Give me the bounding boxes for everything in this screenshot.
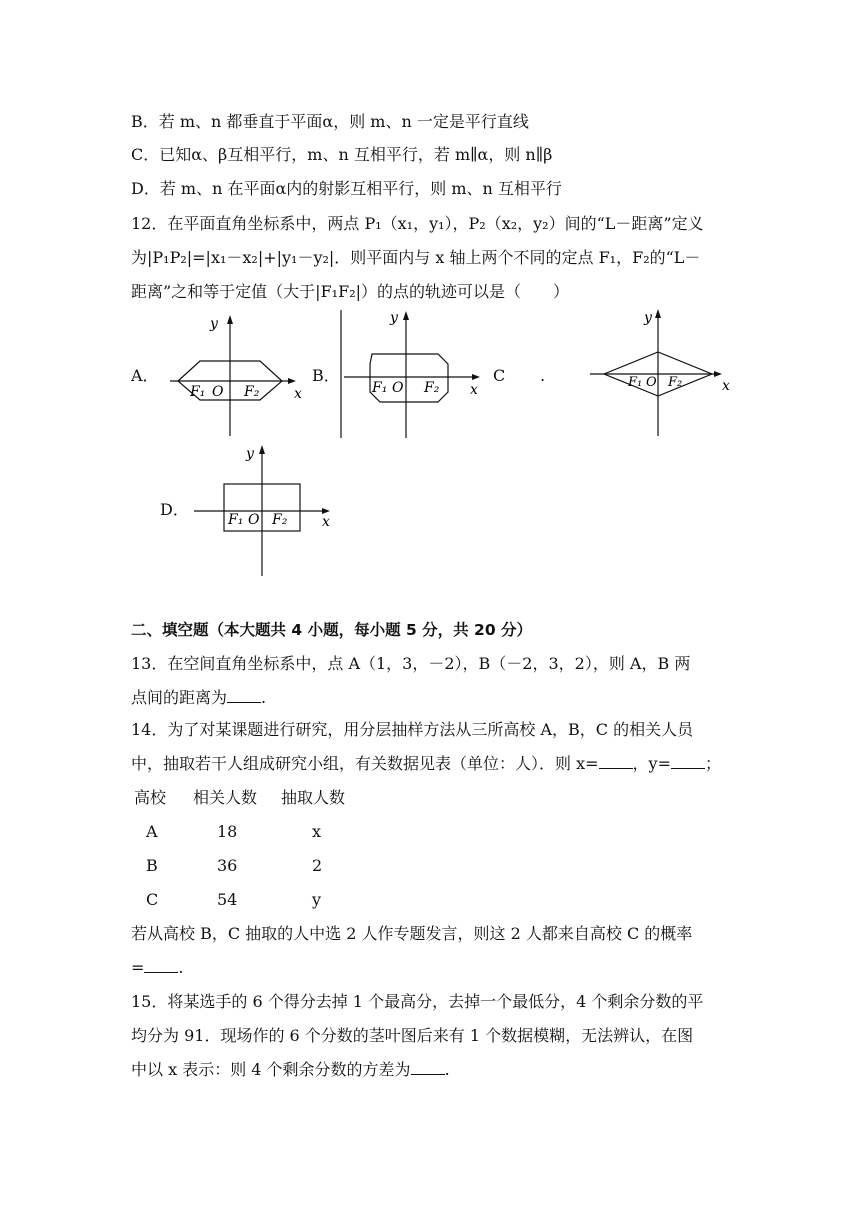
question-14-line-2: [131, 752, 721, 776]
svg-text:F₁: F₁: [372, 380, 388, 396]
answer-blank: [227, 688, 261, 703]
figure-c: [582, 306, 732, 440]
table-row: A 18 x: [146, 822, 322, 841]
question-13-text: 点间的距离为: [131, 688, 228, 707]
question-14-line-1: 14．为了对某课题进行研究，用分层抽样方法从三所高校 A，B，C 的相关人员: [131, 720, 694, 739]
period: .: [178, 958, 184, 977]
svg-text:x: x: [722, 378, 730, 394]
figure-a: [160, 312, 310, 440]
question-14-text-b: ，y=: [632, 754, 671, 773]
option-c-dot: .: [540, 366, 546, 385]
svg-text:y: y: [644, 310, 652, 326]
table-row: B 36 2: [146, 856, 323, 875]
option-c-label: C: [493, 366, 506, 385]
equals-sign: =: [131, 958, 145, 977]
svg-text:y: y: [390, 310, 398, 326]
question-14-line-4: [131, 956, 184, 980]
svg-text:F₁: F₁: [628, 375, 643, 390]
line-option-d: D．若 m、n 在平面α内的射影互相平行，则 m、n 互相平行: [131, 179, 562, 198]
svg-text:F₂: F₂: [424, 380, 440, 396]
svg-text:x: x: [470, 382, 478, 398]
svg-text:O: O: [212, 384, 224, 400]
question-15-line-3: [131, 1058, 450, 1082]
line-option-c: C．已知α、β互相平行，m、n 互相平行，若 m∥α，则 n∥β: [131, 145, 553, 164]
question-13-line-1: 13．在空间直角坐标系中，点 A（1，3，－2），B（－2，3，2），则 A，B 两: [131, 654, 691, 673]
svg-text:F₁: F₁: [228, 512, 244, 528]
svg-text:x: x: [294, 386, 302, 402]
question-15-text: 中以 x 表示：则 4 个剩余分数的方差为: [131, 1060, 411, 1079]
question-14-text-c: ；: [704, 754, 721, 773]
svg-text:F₂: F₂: [668, 375, 683, 390]
svg-text:O: O: [248, 512, 260, 528]
question-12-line-3: 距离”之和等于定值（大于|F₁F₂|）的点的轨迹可以是（ ）: [131, 282, 569, 301]
answer-blank-y: [671, 754, 705, 769]
question-12-line-1: 12．在平面直角坐标系中，两点 P₁（x₁，y₁），P₂（x₂，y₂）间的“L－距离”定义: [131, 214, 704, 233]
question-14-text-a: 中，抽取若干人组成研究小组，有关数据见表（单位：人）．则 x=: [131, 754, 599, 773]
section-2-heading: 二、填空题（本大题共 4 小题，每小题 5 分，共 20 分）: [131, 621, 533, 639]
option-d-label: D．: [160, 500, 189, 519]
svg-text:F₂: F₂: [272, 512, 288, 528]
answer-blank-x: [599, 754, 633, 769]
question-14-line-3: 若从高校 B，C 抽取的人中选 2 人作专题发言，则这 2 人都来自高校 C 的概率: [131, 924, 693, 943]
option-b-label: B．: [312, 366, 340, 385]
svg-text:y: y: [210, 316, 218, 332]
svg-text:F₁: F₁: [190, 384, 206, 400]
figure-b: [340, 308, 490, 440]
question-12-line-2: 为|P₁P₂|=|x₁－x₂|+|y₁－y₂|．则平面内与 x 轴上两个不同的定点 F₁，F₂的“L－: [131, 248, 701, 267]
table-header: 高校 相关人数 抽取人数: [134, 788, 346, 807]
answer-blank-variance: [411, 1060, 445, 1075]
svg-text:F₂: F₂: [244, 384, 260, 400]
period: .: [444, 1060, 450, 1079]
svg-text:O: O: [392, 380, 404, 396]
period: .: [261, 688, 267, 707]
table-row: C 54 y: [146, 890, 322, 909]
figure-d: [190, 442, 340, 578]
svg-text:x: x: [322, 514, 330, 530]
svg-text:O: O: [646, 375, 657, 390]
option-a-label: A．: [131, 366, 159, 385]
svg-text:y: y: [246, 446, 254, 462]
question-13-line-2: [131, 686, 266, 710]
answer-blank-probability: [144, 958, 178, 973]
question-15-line-1: 15．将某选手的 6 个得分去掉 1 个最高分，去掉一个最低分，4 个剩余分数的平: [131, 992, 704, 1011]
line-option-b: B．若 m、n 都垂直于平面α，则 m、n 一定是平行直线: [131, 112, 529, 131]
question-15-line-2: 均分为 91．现场作的 6 个分数的茎叶图后来有 1 个数据模糊，无法辨认，在图: [131, 1026, 694, 1045]
